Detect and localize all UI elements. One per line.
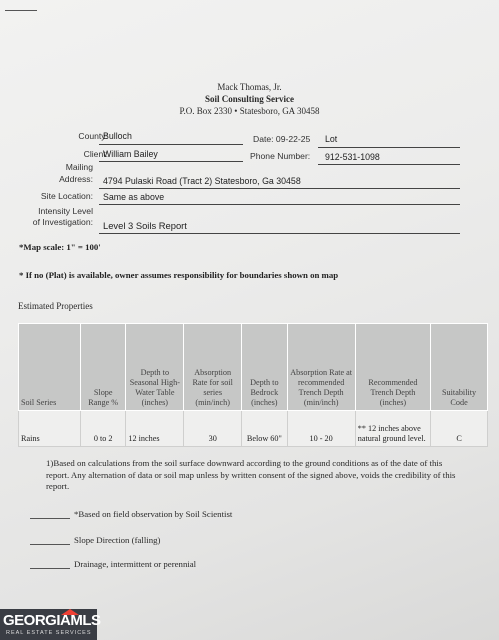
plat-note: * If no (Plat) is available, owner assumes responsibility for boundaries shown on map bbox=[19, 270, 339, 280]
col-header-water-table: Depth to Seasonal High-Water Table (inches) bbox=[126, 324, 184, 411]
client-value: William Bailey bbox=[103, 149, 158, 159]
field-observation-label: *Based on field observation by Soil Scientist bbox=[74, 509, 233, 519]
site-location-label: Site Location: bbox=[40, 191, 93, 201]
site-location-underline bbox=[99, 204, 460, 205]
phone-underline bbox=[318, 164, 460, 165]
cell-bedrock: Below 60" bbox=[242, 411, 287, 447]
investigation-label: of Investigation: bbox=[32, 217, 93, 227]
col-header-trench-depth: Recommended Trench Depth (inches) bbox=[355, 324, 430, 411]
table-row bbox=[19, 411, 488, 447]
intensity-label: Intensity Level bbox=[38, 206, 93, 216]
field-observation-blank bbox=[30, 518, 70, 519]
intensity-value: Level 3 Soils Report bbox=[103, 220, 187, 231]
lot-value: Lot bbox=[325, 134, 338, 144]
cell-slope: 0 to 2 bbox=[80, 411, 125, 447]
client-label: Client: bbox=[83, 149, 108, 159]
map-scale-note: *Map scale: 1" = 100' bbox=[19, 242, 101, 252]
intensity-underline bbox=[99, 233, 460, 234]
date-label: Date: 09-22-25 bbox=[253, 134, 311, 144]
drainage-blank bbox=[30, 568, 70, 569]
client-underline bbox=[99, 161, 243, 162]
site-location-value: Same as above bbox=[103, 192, 165, 202]
table-header-row bbox=[19, 324, 488, 411]
slope-direction-label: Slope Direction (falling) bbox=[74, 535, 161, 545]
consultant-name: Mack Thomas, Jr. bbox=[217, 82, 282, 92]
address-label: Address: bbox=[59, 174, 93, 184]
logo-tagline: REAL ESTATE SERVICES bbox=[6, 630, 92, 636]
estimated-properties-heading: Estimated Properties bbox=[18, 301, 93, 311]
cell-water-table: 12 inches bbox=[126, 411, 184, 447]
col-header-bedrock: Depth to Bedrock (inches) bbox=[242, 324, 287, 411]
corner-mark bbox=[5, 10, 37, 11]
county-underline bbox=[99, 144, 243, 145]
col-header-absorption: Absorption Rate for soil series (min/inch) bbox=[184, 324, 242, 411]
col-header-slope: Slope Range % bbox=[80, 324, 125, 411]
col-header-suitability: Suitability Code bbox=[431, 324, 488, 411]
slope-direction-blank bbox=[30, 544, 70, 545]
county-label: County: bbox=[78, 131, 108, 141]
address-value: 4794 Pulaski Road (Tract 2) Statesboro, Ga 30458 bbox=[103, 176, 301, 186]
cell-suitability: C bbox=[431, 411, 488, 447]
mailing-label: Mailing bbox=[65, 162, 93, 172]
cell-absorption: 30 bbox=[184, 411, 242, 447]
logo-brand: GEORGIAMLS bbox=[3, 612, 101, 629]
col-header-soil-series: Soil Series bbox=[19, 324, 81, 411]
phone-label: Phone Number: bbox=[250, 151, 311, 161]
phone-value: 912-531-1098 bbox=[325, 152, 380, 162]
lot-underline bbox=[318, 147, 460, 148]
address-underline bbox=[99, 188, 460, 189]
county-value: Bulloch bbox=[103, 131, 132, 141]
cell-soil-series: Rains bbox=[19, 411, 81, 447]
company-address: P.O. Box 2330 • Statesboro, GA 30458 bbox=[179, 106, 320, 116]
disclaimer-paragraph: 1)Based on calculations from the soil surface downward according to the ground conditions as of the date of this report. Any alternation of data or soil map unless by written consent of the signed above, voids the credibility of this report. bbox=[46, 458, 456, 491]
estimated-properties-table bbox=[18, 323, 488, 447]
drainage-label: Drainage, intermittent or perennial bbox=[74, 559, 197, 569]
col-header-absorption-trench: Absorption Rate at recommended Trench Depth (min/inch) bbox=[287, 324, 355, 411]
cell-absorption-trench: 10 - 20 bbox=[287, 411, 355, 447]
company-title: Soil Consulting Service bbox=[204, 94, 294, 104]
georgiamls-logo bbox=[0, 609, 101, 640]
cell-trench-depth: ** 12 inches above natural ground level. bbox=[355, 411, 430, 447]
